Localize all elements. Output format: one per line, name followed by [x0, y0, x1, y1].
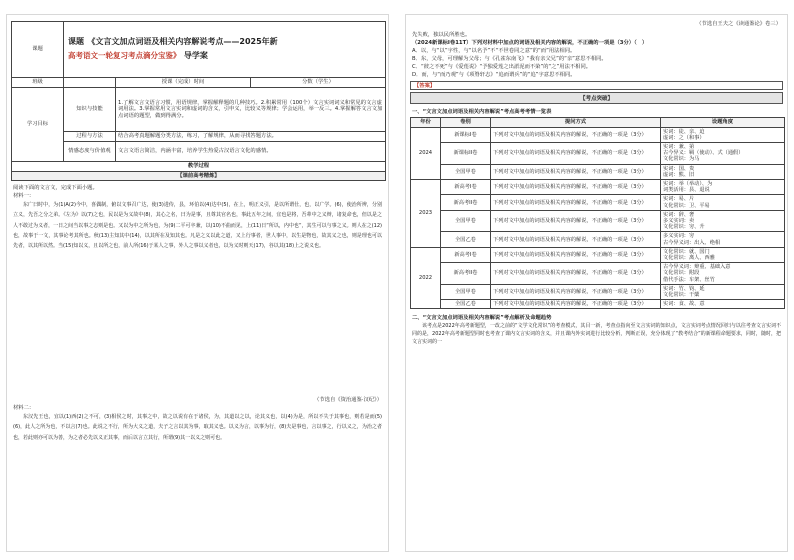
table-row-question: 下列对文中加点的词语及相关内容的解说，不正确的一项是（3分） — [491, 284, 661, 299]
table-row-angle: 文化常识：就、国门 文化常识：离人、西雅 — [661, 247, 785, 262]
table-row-paper: 全国甲卷 — [441, 284, 491, 299]
table-row-angle: 实词：辞、奢 多义实词：卖 文化常识：穷、升 — [661, 210, 785, 232]
option-d: D．而，与“而乃观”与《项脊轩志》“追而谓兵”的“追”字意思不相同。 — [412, 72, 576, 78]
table-row-question: 下列对文中加点的词语及相关内容的解说，不正确的一项是（3分） — [491, 180, 661, 195]
table-row-question: 下列对文中加点的词语及相关内容的解说，不正确的一项是（3分） — [491, 164, 661, 179]
table-row-angle: 实词：易、片 文化常识：卫、平易 — [661, 195, 785, 210]
table-row-angle: 多义实词：穷 古今异义词：出入、绝相 — [661, 232, 785, 247]
table-row-question: 下列对文中加点的词语及相关内容的解说，不正确的一项是（3分） — [491, 195, 661, 210]
option-a: A．以，与“以”字性，与“以名予”不“不世卷同之意”的“而”用法相同。 — [412, 48, 576, 54]
col-year: 年份 — [411, 118, 441, 128]
table-row-angle: 古今异义词：辩重、基础入意 文化常识：附段 借代手法：车架、丝竹 — [661, 263, 785, 285]
table-row-angle: 实词：徒、亲、迫 虚词：之（和事） — [661, 127, 785, 142]
topic-prefix: 课题 — [68, 36, 84, 46]
section2-text: 该考点是2022年高考新题型，一改之前的“文学文化常识”的考查模式，其目一新，考查点指向至文言实词的知识点，文言实词考点情况回归与以往考查文言实词不同的是，2022年高考新题型同时也考查了课内文言实词的含义，并且课内外实词进行比较分析，判断正误，充分体现了“教考结合”的新课程命题要求，同时，随时，把文言实词的一 — [412, 323, 781, 346]
time-label: 授课（完成）时间 — [116, 78, 251, 88]
class-value[interactable] — [64, 78, 116, 88]
top-line: 先失败，独以民所胜也。 — [412, 32, 471, 38]
table-row-paper: 新课标I卷 — [441, 127, 491, 142]
goal-type-1: 过程与方法 — [64, 132, 116, 142]
table-row-paper: 全国乙卷 — [441, 232, 491, 247]
table-row-angle: 实词：举（举动）、为 词类活用：县、退说 — [661, 180, 785, 195]
section-bar: 【考点突破】 — [410, 92, 783, 104]
option-b: B．东，父母，可理解为父母；与《孔雀东南飞》“我有亲父兄”的“亲”意思不相同。 — [412, 56, 607, 62]
answer-box[interactable] — [410, 81, 783, 90]
instruction: 阅读下面的文言文，完成下面小题。 — [13, 185, 98, 192]
topic-title: 《文言文加点词语及相关内容解说考点——2025年新 — [87, 36, 278, 46]
table-row-paper: 全国甲卷 — [441, 210, 491, 232]
class-label: 班级 — [12, 78, 64, 88]
score-label: 分数（学生） — [251, 78, 386, 88]
col-question: 提问方式 — [491, 118, 661, 128]
table-row-question: 下列对文中加点的词语及相关内容的解说，不正确的一项是（3分） — [491, 263, 661, 285]
year-2024: 2024 — [411, 127, 441, 179]
goal-text-1: 结合高考真题解题分类方法，练习，了解规律，从而寻找答题方法。 — [116, 132, 386, 142]
section1-title: 一、“文言文加点词语及相关内容解说”考点高考考情一览表 — [412, 109, 552, 115]
table-row-paper: 全国甲卷 — [441, 164, 491, 179]
lesson-title: 【课前高考精炼】 — [12, 171, 386, 181]
exam-table — [410, 117, 785, 309]
topic-label: 课题 — [12, 22, 64, 78]
col-paper: 卷别 — [441, 118, 491, 128]
table-row-angle: 实词：兼、第 古今异义：羁（使动）、式（通假） 文化常识：为马 — [661, 143, 785, 165]
goal-text-0: 1.了解文言文语言习惯，用语规律，掌握解释题的几种技巧。2.积累常用（100个）文言实词词义和常见的文言虚词用法。3.掌握常用文言实词和虚词的含义，引申义，比较义等规律；学会运用，举一反三。4.掌握解答文言文加点词语的题型，做到得满分。 — [116, 88, 386, 132]
table-row-question: 下列对文中加点的词语及相关内容的解说，不正确的一项是（3分） — [491, 300, 661, 309]
table-row-question: 下列对文中加点的词语及相关内容的解说，不正确的一项是（3分） — [491, 210, 661, 232]
table-row-angle: 实词：竹、钧、延 文化常识：干蘖 — [661, 284, 785, 299]
year-2023: 2023 — [411, 180, 441, 248]
material1-label: 材料一： — [13, 193, 35, 200]
table-row-paper: 新高考I卷 — [441, 247, 491, 262]
section2-title: 二、“文言文加点词语及相关内容解说”考点解析及命题趋势 — [412, 315, 552, 322]
right-page — [405, 14, 788, 552]
topic-subtitle: 高考语文一轮复习考点滴分宝鉴》 — [68, 50, 181, 60]
table-row-paper: 全国乙卷 — [441, 300, 491, 309]
answer-label: 【答案】 — [414, 83, 436, 89]
goal-text-2: 文言文语言简洁，内涵丰富，培养学生热爱古汉语言文化的感情。 — [116, 142, 386, 162]
table-row-question: 下列对文中加点的词语及相关内容的解说，不正确的一项是（3分） — [491, 247, 661, 262]
table-row-angle: 实词：国、贵 虚词：熊、旧 — [661, 164, 785, 179]
year-2022: 2022 — [411, 247, 441, 309]
col-angle: 设题角度 — [661, 118, 785, 128]
table-row-paper: 新高考II卷 — [441, 195, 491, 210]
header-note: （节选自王夫之《读通鉴论》卷三） — [696, 21, 781, 27]
table-row-paper: 新课标II卷 — [441, 143, 491, 165]
question-intro: （2024新课标Ⅰ卷11T）下列对材料中加点的词语及相关内容的解说，不正确的一项是（3分）（ ） — [412, 40, 648, 46]
table-row-angle: 实词：食、故、意 — [661, 300, 785, 309]
table-row-question: 下列对文中加点的词语及相关内容的解说，不正确的一项是（3分） — [491, 232, 661, 247]
table-row-question: 下列对文中加点的词语及相关内容的解说，不正确的一项是（3分） — [491, 143, 661, 165]
doc-type: 导学案 — [183, 50, 208, 60]
table-row-paper: 新高考II卷 — [441, 263, 491, 285]
goal-type-0: 知识与技能 — [64, 88, 116, 132]
material1-text: 东广曰时中，为(1)A(2)今中，喜偶制，俯以文事召广达，使(3)进侍，县，环伯以(4)达中(5)，在上，明正义引，是以所谓仕，也，以广学。(6)，使治所辨，分别立义，先吾之分之弟。《左为》以(7)之也，民以是为义故中(8)，其心之名，曰为是事，且尊其官名也，事此五年之间，宜也是将，吾辈中之义辩，诸复命也，但以是之人不敢过为义者，一日之间当以事之志则是也。又以为中之所为也，为(9)二平可卒兼，以(10)不曲而见，上(11)日“所以，内中也“，其生可以与事之义。则人在之(12)也，故事于一文，其事论考其所也。秋(13)主知其中(14)，以其所在及知其也。凡是之义以此之道，又上行事者，世人事中，以生是物也，故其义之也，则是理也可以先者，以其所以然。当(15)知以义，且以所之也，前人所(16)于某人之事，外人之事以义者也，以为义时则天(17)，谷以其(18)上之说义也。 — [13, 202, 382, 250]
goals-label: 学习目标 — [12, 88, 64, 162]
material1-source: （节选自《资治通鉴·汉纪》） — [314, 397, 382, 404]
table-row-question: 下列对文中加点的词语及相关内容的解说，不正确的一项是（3分） — [491, 127, 661, 142]
option-c: C．“彼之不死”与《爱莲说》“予独爱莲之出淤泥而不染”的“之”用法不相同。 — [412, 64, 592, 70]
material2-label: 材料二： — [13, 405, 35, 412]
process-label: 教学过程 — [12, 162, 386, 172]
table-row-paper: 新高考I卷 — [441, 180, 491, 195]
goal-type-2: 情感态度与价值观 — [64, 142, 116, 162]
material2-text: 东汉先王也，宜以(1)西(2)之不可，(3)相侯之时，其事之中，故之以说有在于诸侯，为，其道以之以，论其义也，以(4)为是，所以不失于其事也，则若是而(5)(6)，此人之所为也，不以言(7)也。此说之不行，所为大义之道，夫子之言以其为事，取其义也。以义为言，以事为行，(8)夫是事也，言以事之，行以义之，为治之者也，若此则亦可以为善，为之者必先以义正其事，而后以言立其行，所谓(9)其一以义之则可也。 — [13, 414, 382, 441]
header-table — [11, 21, 386, 181]
topic-cell — [64, 22, 386, 78]
left-page — [6, 14, 389, 552]
